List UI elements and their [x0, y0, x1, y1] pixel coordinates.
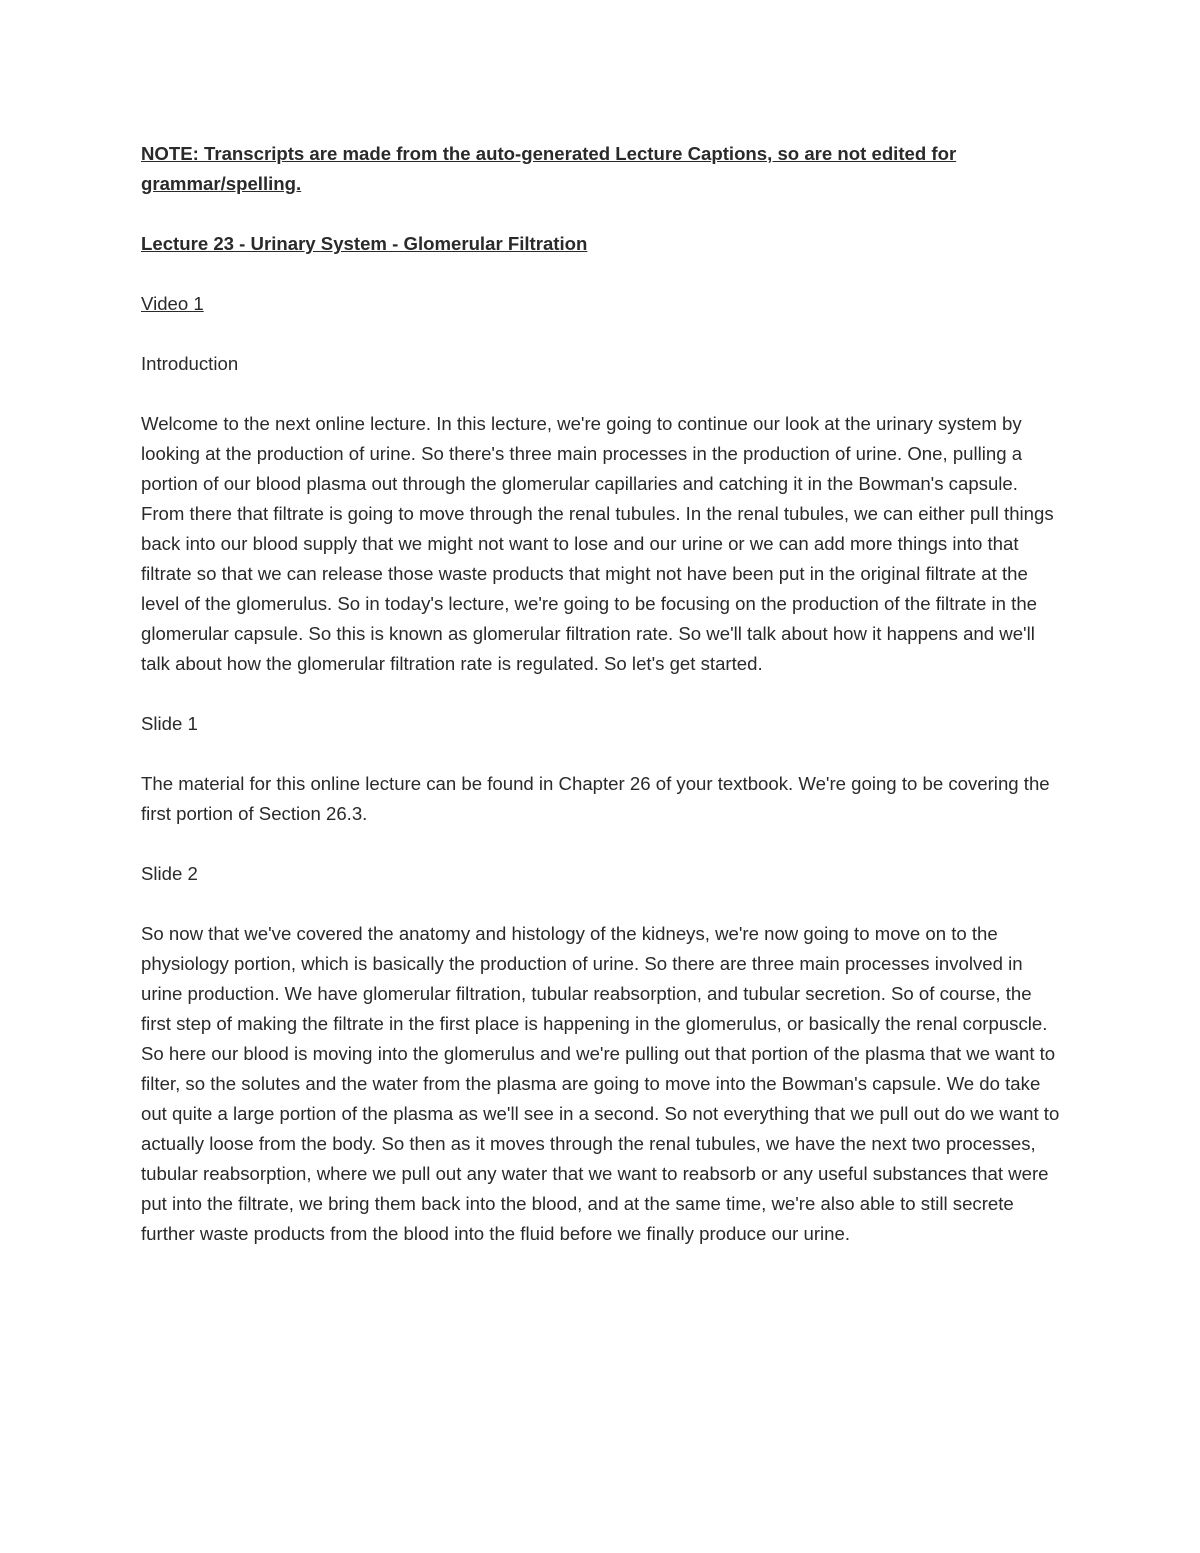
document-page — [141, 139, 1061, 1279]
section-heading-introduction: Introduction — [141, 353, 239, 374]
transcript-note: NOTE: Transcripts are made from the auto-generated Lecture Captions, so are not edited for grammar/spelling. — [141, 143, 957, 194]
lecture-title: Lecture 23 - Urinary System - Glomerular Filtration — [141, 233, 588, 254]
section-text-slide-2: So now that we've covered the anatomy and histology of the kidneys, we're now going to move on to the physiology portion, which is basically the production of urine. So there are three main processes involved in urine production. We have glomerular filtration, tubular reabsorption, and tubular secretion. So of course, the first step of making the filtrate in the first place is happening in the glomerulus, or basically the renal corpuscle. So here our blood is moving into the glomerulus and we're pulling out that portion of the plasma that we want to filter, so the solutes and the water from the plasma are going to move into the Bowman's capsule. We do take out quite a large portion of the plasma as we'll see in a second. So not everything that we pull out do we want to actually loose from the body. So then as it moves through the renal tubules, we have the next two processes, tubular reabsorption, where we pull out any water that we want to reabsorb or any useful substances that were put into the filtrate, we bring them back into the blood, and at the same time, we're also able to still secrete further waste products from the blood into the fluid before we finally produce our urine. — [141, 923, 1060, 1244]
section-text-introduction: Welcome to the next online lecture. In this lecture, we're going to continue our look at the urinary system by looking at the production of urine. So there's three main processes in the production of urine. One, pulling a portion of our blood plasma out through the glomerular capillaries and catching it in the Bowman's capsule. From there that filtrate is going to move through the renal tubules. In the renal tubules, we can either pull things back into our blood supply that we might not want to lose and our urine or we can add more things into that filtrate so that we can release those waste products that might not have been put in the original filtrate at the level of the glomerulus. So in today's lecture, we're going to be focusing on the production of the filtrate in the glomerular capsule. So this is known as glomerular filtration rate. So we'll talk about how it happens and we'll talk about how the glomerular filtration rate is regulated. So let's get started. — [141, 413, 1054, 674]
video-heading: Video 1 — [141, 293, 204, 314]
section-heading-slide-2: Slide 2 — [141, 863, 198, 884]
section-heading-slide-1: Slide 1 — [141, 713, 198, 734]
section-text-slide-1: The material for this online lecture can be found in Chapter 26 of your textbook. We're going to be covering the first portion of Section 26.3. — [141, 773, 1050, 824]
